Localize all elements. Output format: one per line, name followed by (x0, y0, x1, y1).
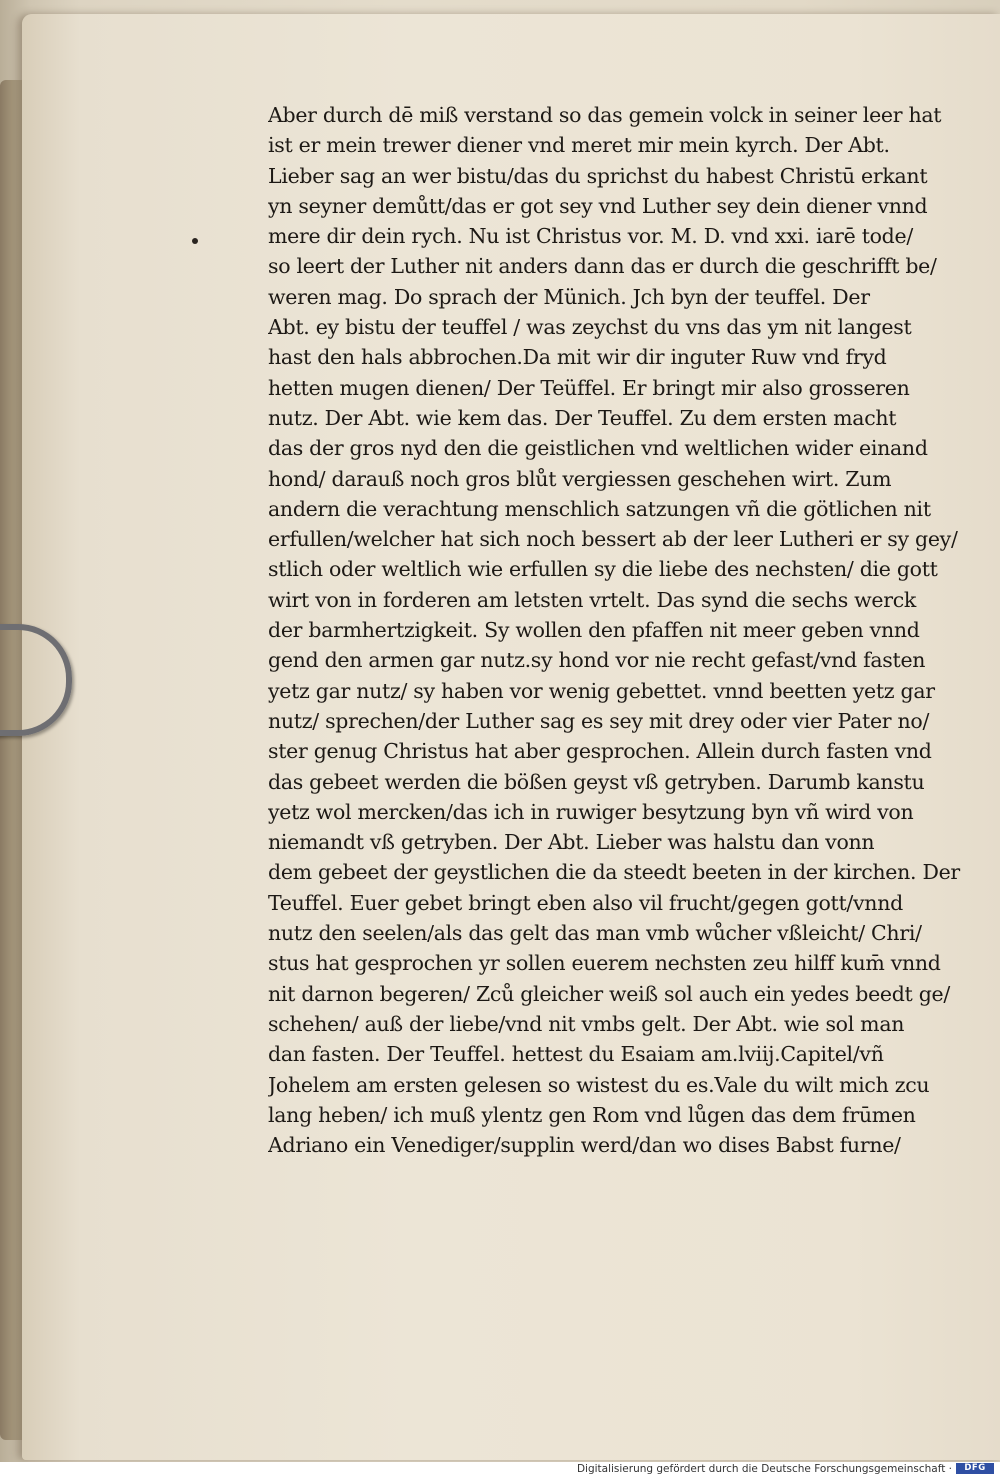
text-line: schehen/ auß der liebe/vnd nit vmbs gelt. Der Abt. wie sol man (268, 1011, 905, 1036)
text-line: hast den hals abbrochen.Da mit wir dir inguter Ruw vnd fryd (268, 345, 887, 370)
text-line: gend den armen gar nutz.sy hond vor nie recht gefast/vnd fasten (268, 648, 926, 673)
text-line: ster genug Christus hat aber gesprochen. Allein durch fasten vnd (268, 739, 932, 764)
text-line: Adriano ein Venediger/supplin werd/dan wo dises Babst furne/ (268, 1133, 901, 1158)
text-line: ist er mein trewer diener vnd meret mir mein kyrch. Der Abt. (268, 133, 890, 158)
text-line: Teuffel. Euer gebet bringt eben also vil frucht/gegen gott/vnnd (268, 890, 903, 915)
text-line: andern die verachtung menschlich satzungen vñ die götlichen nit (268, 496, 931, 521)
text-line: der barmhertzigkeit. Sy wollen den pfaffen nit meer geben vnnd (268, 618, 920, 643)
text-line: dem gebeet der geystlichen die da steedt beeten in der kirchen. Der (268, 860, 960, 885)
text-line: das gebeet werden die bößen geyst vß getryben. Darumb kanstu (268, 769, 925, 794)
text-line: nutz den seelen/als das gelt das man vmb wůcher vßleicht/ Chri/ (268, 921, 922, 946)
text-line: yn seyner demůtt/das er got sey vnd Luther sey dein diener vnnd (268, 193, 928, 218)
text-line: mere dir dein rych. Nu ist Christus vor. M. D. vnd xxi. iarē tode/ (268, 224, 913, 249)
text-line: das der gros nyd den die geistlichen vnd weltlichen wider einand (268, 436, 928, 461)
text-line: erfullen/welcher hat sich noch bessert ab der leer Lutheri er sy gey/ (268, 527, 958, 552)
dfg-logo: DFG (956, 1463, 994, 1474)
text-line: yetz gar nutz/ sy haben vor wenig gebettet. vnnd beetten yetz gar (268, 678, 935, 703)
text-line: Aber durch dē miß verstand so das gemein volck in seiner leer hat (268, 103, 942, 127)
text-line: lang heben/ ich muß ylentz gen Rom vnd lůgen das dem frūmen (268, 1102, 916, 1127)
text-line: so leert der Luther nit anders dann das er durch die geschrifft be/ (268, 254, 937, 279)
text-line: stus hat gesprochen yr sollen euerem nechsten zeu hilff kum̄ vnnd (268, 951, 941, 976)
text-line: weren mag. Do sprach der Münich. Jch byn der teuffel. Der (268, 284, 870, 309)
text-line: niemandt vß getryben. Der Abt. Lieber was halstu dan vonn (268, 830, 875, 855)
text-line: yetz wol mercken/das ich in ruwiger besytzung byn vñ wird von (268, 799, 914, 824)
ink-dot (192, 238, 198, 244)
text-line: wirt von in forderen am letsten vrtelt. Das synd die sechs werck (268, 587, 917, 612)
funding-credit: Digitalisierung gefördert durch die Deutsche Forschungsgemeinschaft · (576, 1463, 952, 1475)
text-line: Lieber sag an wer bistu/das du sprichst du habest Christū erkant (268, 163, 928, 188)
page-text (268, 100, 973, 1160)
text-line: hetten mugen dienen/ Der Teüffel. Er bringt mir also grosseren (268, 375, 910, 400)
text-line: stlich oder weltlich wie erfullen sy die liebe des nechsten/ die gott (268, 557, 938, 582)
text-line: nutz/ sprechen/der Luther sag es sey mit drey oder vier Pater no/ (268, 708, 930, 733)
text-line: nit darnon begeren/ Zců gleicher weiß sol auch ein yedes beedt ge/ (268, 981, 950, 1006)
text-line: Abt. ey bistu der teuffel / was zeychst du vns das ym nit langest (268, 315, 912, 340)
text-line: nutz. Der Abt. wie kem das. Der Teuffel. Zu dem ersten macht (268, 405, 897, 430)
text-line: Johelem am ersten gelesen so wistest du es.Vale du wilt mich zcu (268, 1072, 930, 1097)
text-line: hond/ darauß noch gros blůt vergiessen geschehen wirt. Zum (268, 466, 892, 491)
text-line: dan fasten. Der Teuffel. hettest du Esaiam am.lviij.Capitel/vñ (268, 1042, 884, 1067)
